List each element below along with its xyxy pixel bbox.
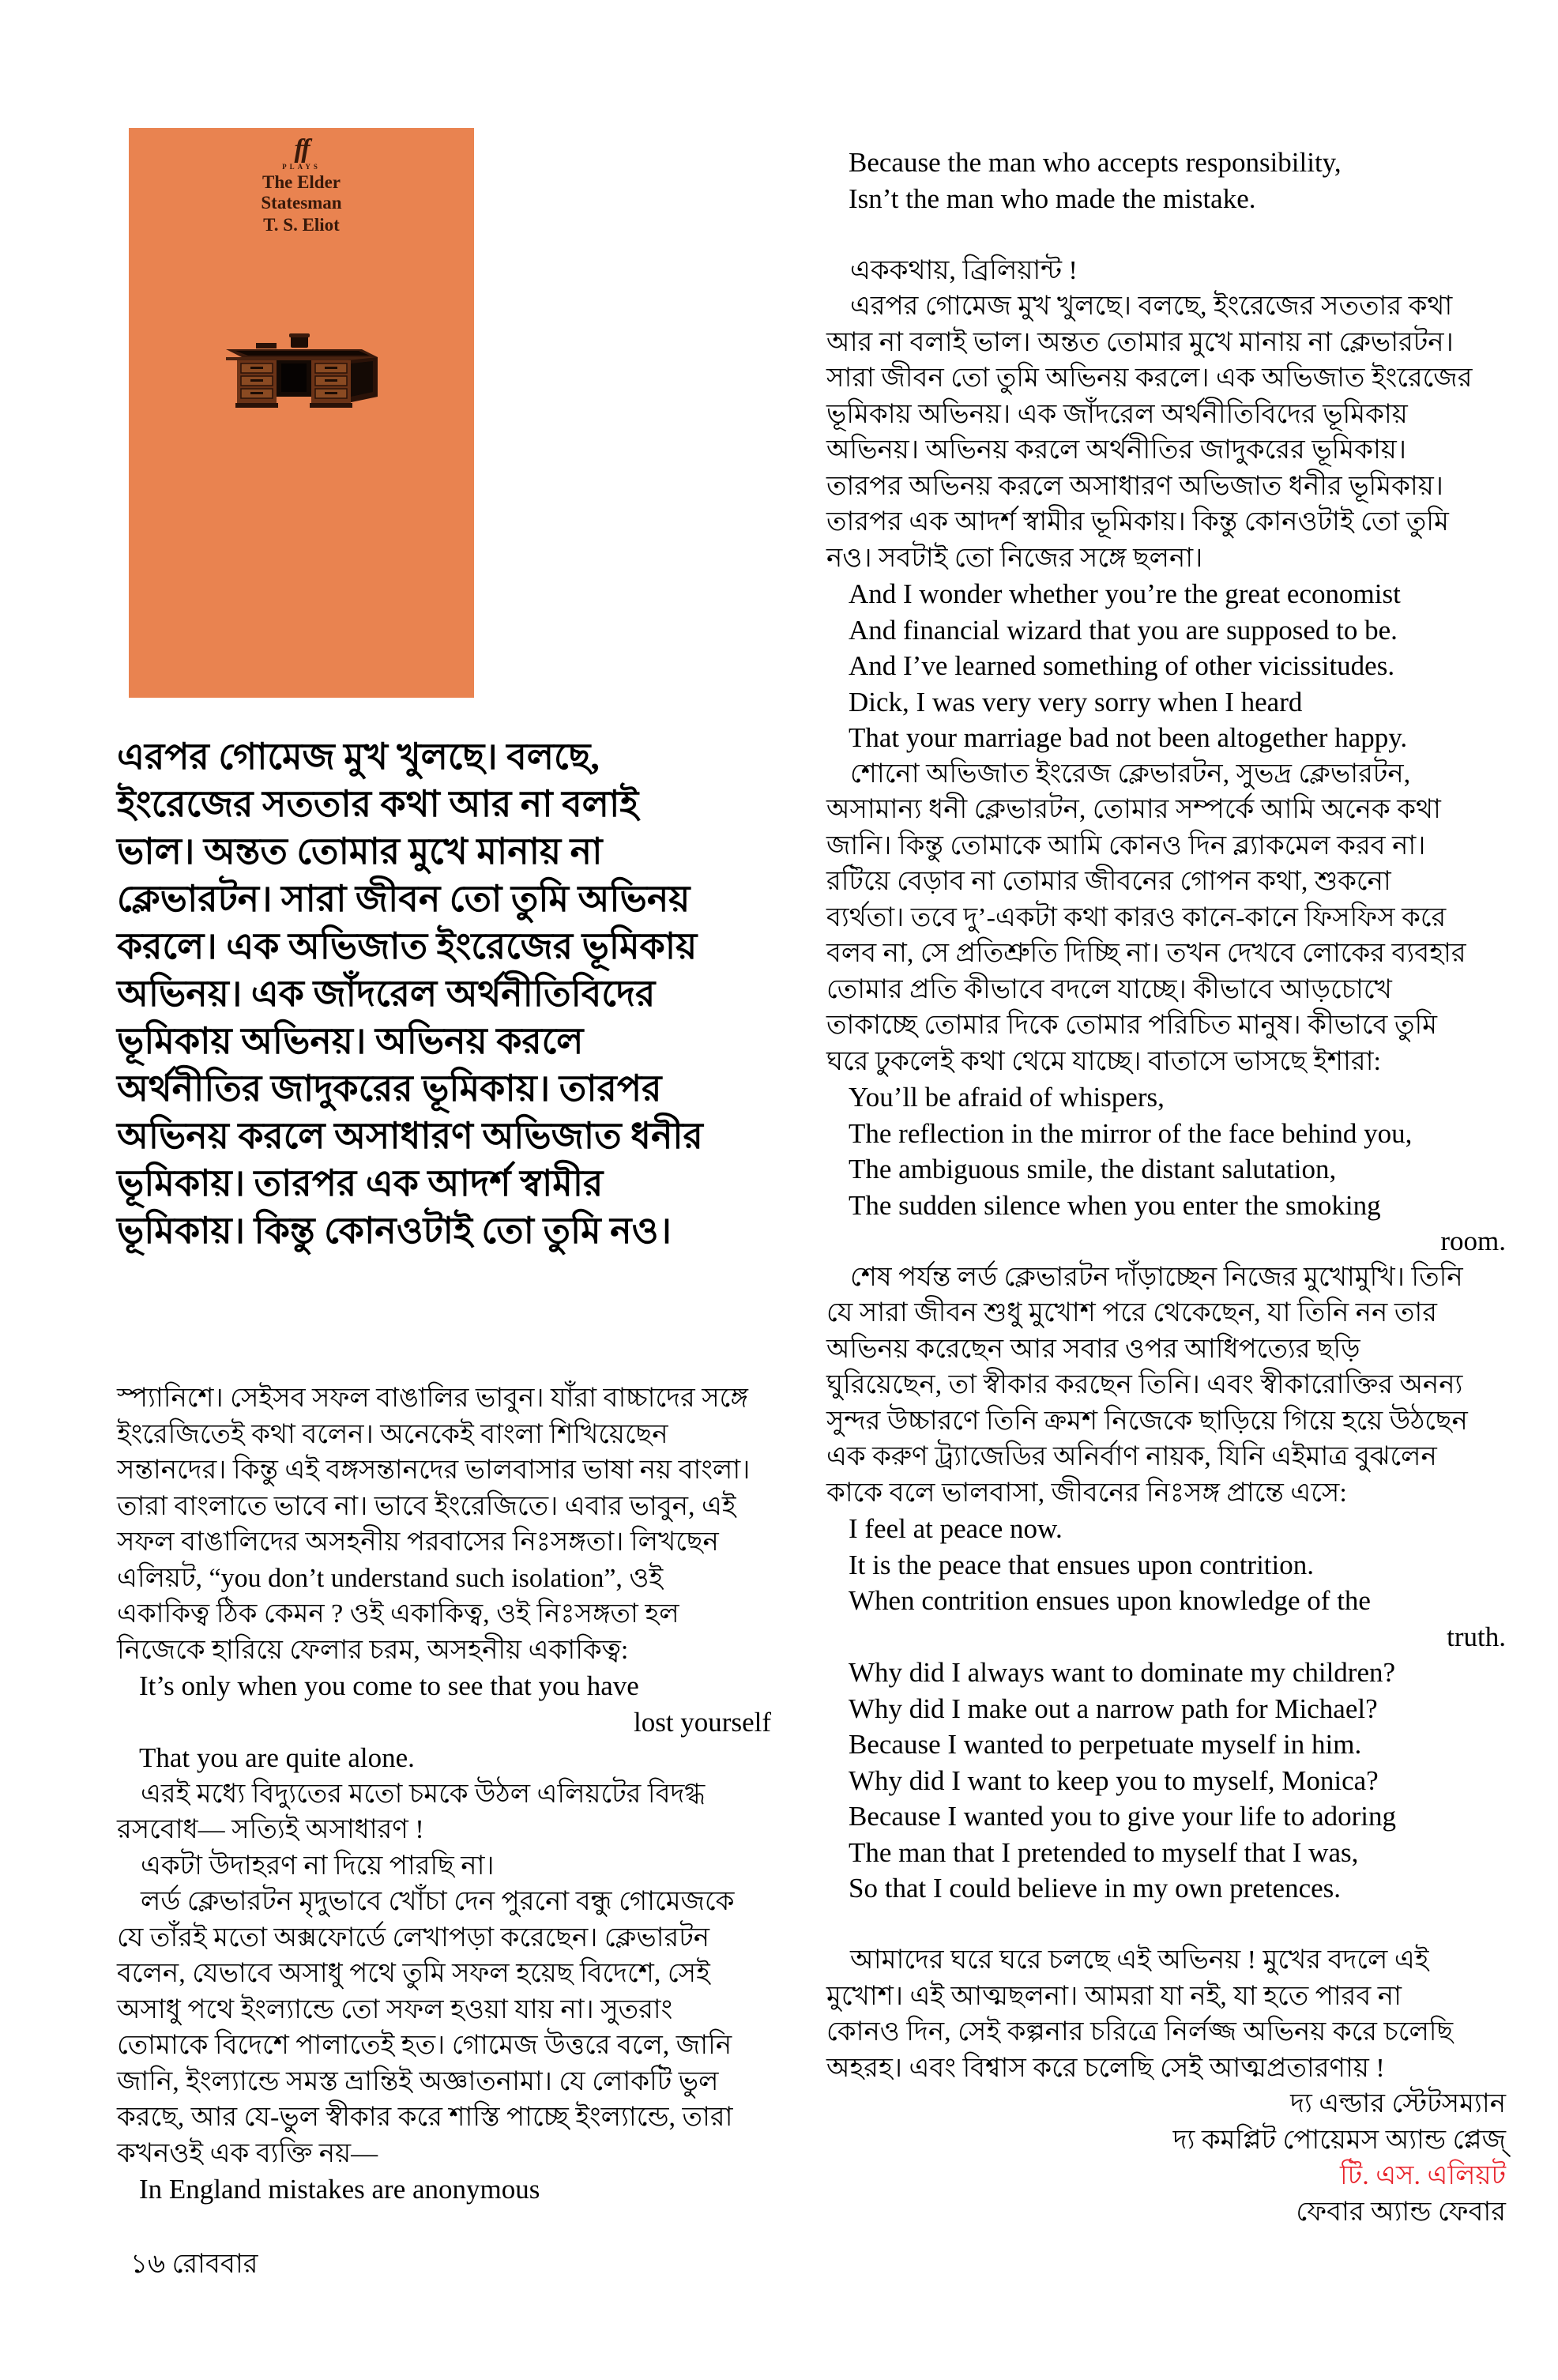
text-line: ইংরেজিতেই কথা বলেন। অনেকেই বাংলা শিখিয়েছেন <box>117 1419 668 1449</box>
text-line: ভূমিকায় অভিনয়। অভিনয় করলে <box>117 1021 584 1061</box>
text-line: Why did I want to keep you to myself, Monica? <box>849 1764 1379 1796</box>
text-line: এরই মধ্যে বিদ্যুতের মতো চমকে উঠল এলিয়টের বিদগ্ধ <box>141 1779 706 1809</box>
text-line: বলেন, যেভাবে অসাধু পথে তুমি সফল হয়েছ বিদেশে, সেই <box>117 1959 710 1988</box>
text-line: And financial wizard that you are supposed to be. <box>849 614 1398 646</box>
text-line: এককথায়, ব্রিলিয়ান্ট ! <box>850 255 1078 285</box>
text-line: room. <box>1440 1226 1506 1256</box>
text-line: Statesman <box>261 193 342 213</box>
text-line: It’s only when you come to see that you have <box>139 1670 639 1701</box>
text-line: শেষ পর্যন্ত লর্ড ক্লেভারটন দাঁড়াচ্ছেন নিজের মুখোমুখি। তিনি <box>850 1262 1463 1292</box>
text-line: When contrition ensues upon knowledge of the <box>849 1585 1371 1616</box>
text-line: অসামান্য ধনী ক্লেভারটন, তোমার সম্পর্কে আমি অনেক কথা <box>826 795 1441 824</box>
text-line: And I wonder whether you’re the great economist <box>849 578 1401 609</box>
article-right-column <box>826 145 1506 2230</box>
text-line: It is the peace that ensues upon contrition. <box>849 1549 1315 1580</box>
text-line: জানি, ইংল্যান্ডে সমস্ত ভ্রান্তিই অজ্ঞাতনামা। যে লোকটি ভুল <box>117 2066 719 2096</box>
text-line: একাকিত্ব ঠিক কেমন ? ওই একাকিত্ব, ওই নিঃসঙ্গতা হল <box>117 1599 679 1629</box>
pull-quote <box>117 733 781 1255</box>
page-footer: ১৬ রোববার <box>130 2250 258 2279</box>
text-line: ফেবার অ্যান্ড ফেবার <box>1296 2197 1506 2227</box>
text-line: কখনওই এক ব্যক্তি নয়— <box>117 2138 378 2168</box>
text-line: কোনও দিন, সেই কল্পনার চরিত্রে নির্লজ্জ অভিনয় করে চলেছি <box>826 2017 1454 2047</box>
text-line: তোমাকে বিদেশে পালাতেই হত। গোমেজ উত্তরে বলে, জানি <box>117 2031 732 2060</box>
text-line: Why did I make out a narrow path for Michael? <box>849 1693 1378 1724</box>
text-line: আর না বলাই ভাল। অন্তত তোমার মুখে মানায় না ক্লেভারটন। <box>826 327 1454 357</box>
text-line: এরপর গোমেজ মুখ খুলছে। বলছে, ইংরেজের সততার কথা <box>850 292 1453 321</box>
text-line: তাকাচ্ছে তোমার দিকে তোমার পরিচিত মানুষ। কীভাবে তুমি <box>826 1011 1438 1040</box>
text-line: জানি। কিন্তু তোমাকে আমি কোনও দিন ব্ল্যাকমেল করব না। <box>826 830 1426 860</box>
text-line: এলিয়ট, “you don’t understand such isolation”, ওই <box>117 1563 664 1593</box>
text-line: নিজেকে হারিয়ে ফেলার চরম, অসহনীয় একাকিত্ব: <box>117 1635 629 1665</box>
text-line: রটিয়ে বেড়াব না তোমার জীবনের গোপন কথা, শুকনো <box>826 867 1391 896</box>
text-line: সফল বাঙালিদের অসহনীয় পরবাসের নিঃসঙ্গতা। লিখছেন <box>117 1527 719 1557</box>
text-line <box>826 217 1506 253</box>
text-line: সুন্দর উচ্চারণে তিনি ক্রমশ নিজেকে ছাড়িয়ে গিয়ে হয়ে উঠছেন <box>826 1406 1468 1436</box>
text-line: ক্লেভারটন। সারা জীবন তো তুমি অভিনয় <box>117 879 691 919</box>
faber-plays-label: PLAYS <box>282 163 321 171</box>
text-line: The man that I pretended to myself that I was, <box>849 1836 1359 1868</box>
text-line: ভূমিকায় অভিনয়। এক জাঁদরেল অর্থনীতিবিদের ভূমিকায় <box>826 399 1408 429</box>
text-line: বলব না, সে প্রতিশ্রুতি দিচ্ছি না। তখন দেখবে লোকের ব্যবহার <box>826 939 1466 968</box>
text-line: And I’ve learned something of other vicissitudes. <box>849 650 1395 681</box>
text-line: ইংরেজের সততার কথা আর না বলাই <box>117 784 639 824</box>
text-line: সারা জীবন তো তুমি অভিনয় করলে। এক অভিজাত ইংরেজের <box>826 363 1473 393</box>
text-line: করলে। এক অভিজাত ইংরেজের ভূমিকায় <box>117 926 698 966</box>
text-line: ভাল। অন্তত তোমার মুখে মানায় না <box>117 831 603 872</box>
text-line: মুখোশ। এই আত্মছলনা। আমরা যা নই, যা হতে পারব না <box>826 1981 1402 2011</box>
text-line: একটা উদাহরণ না দিয়ে পারছি না। <box>141 1851 495 1881</box>
text-line: ভূমিকায়। তারপর এক আদর্শ স্বামীর <box>117 1163 604 1203</box>
text-line: নও। সবটাই তো নিজের সঙ্গে ছলনা। <box>826 543 1203 573</box>
text-line: ভূমিকায়। কিন্তু কোনওটাই তো তুমি নও। <box>117 1211 672 1251</box>
text-line: দ্য কমপ্লিট পোয়েমস অ্যান্ড প্লেজ্ <box>1172 2125 1506 2155</box>
cover-author: T. S. Eliot <box>263 215 340 235</box>
text-line: Isn’t the man who made the mistake. <box>849 183 1256 214</box>
text-line: I feel at peace now. <box>849 1513 1063 1544</box>
text-line: লর্ড ক্লেভারটন মৃদুভাবে খোঁচা দেন পুরনো বন্ধু গোমেজকে <box>141 1887 735 1916</box>
text-line: The Elder <box>262 172 341 192</box>
text-line: In England mistakes are anonymous <box>139 2174 540 2205</box>
text-line: অহরহ। এবং বিশ্বাস করে চলেছি সেই আত্মপ্রতারণায় ! <box>826 2053 1385 2083</box>
text-line: truth. <box>1447 1621 1506 1652</box>
text-line: যে সারা জীবন শুধু মুখোশ পরে থেকেছেন, যা তিনি নন তার <box>826 1298 1437 1327</box>
text-line: Because the man who accepts responsibility, <box>849 147 1342 178</box>
text-line: Because I wanted to perpetuate myself in him. <box>849 1729 1362 1760</box>
text-line: তারপর অভিনয় করলে অসাধারণ অভিজাত ধনীর ভূমিকায়। <box>826 471 1443 501</box>
text-line: অভিনয় করলে অসাধারণ অভিজাত ধনীর <box>117 1116 703 1156</box>
text-line: দ্য এল্ডার স্টেটসম্যান <box>1290 2089 1506 2118</box>
cover-title <box>129 172 474 213</box>
text-line: স্প্যানিশে। সেইসব সফল বাঙালির ভাবুন। যাঁরা বাচ্চাদের সঙ্গে <box>117 1384 748 1413</box>
text-line: এরপর গোমেজ মুখ খুলছে। বলছে, <box>117 736 600 777</box>
text-line: ঘুরিয়েছেন, তা স্বীকার করছেন তিনি। এবং স্বীকারোক্তির অনন্য <box>826 1370 1463 1399</box>
text-line: The reflection in the mirror of the face behind you, <box>849 1117 1413 1149</box>
text-line: অর্থনীতির জাদুকরের ভূমিকায়। তারপর <box>117 1068 662 1109</box>
text-line <box>826 1907 1506 1943</box>
text-line: অভিনয়। এক জাঁদরেল অর্থনীতিবিদের <box>117 973 656 1014</box>
text-line: Why did I always want to dominate my children? <box>849 1657 1396 1688</box>
text-line: তারা বাংলাতে ভাবে না। ভাবে ইংরেজিতে। এবার ভাবুন, এই <box>117 1491 736 1521</box>
text-line: কাকে বলে ভালবাসা, জীবনের নিঃসঙ্গ প্রান্তে এসে: <box>826 1478 1347 1508</box>
text-line: এক করুণ ট্র্যাজেডির অনির্বাণ নায়ক, যিনি এইমাত্র বুঝলেন <box>826 1442 1437 1471</box>
text-line: Because I wanted you to give your life to adoring <box>849 1801 1396 1832</box>
desk-illustration <box>215 330 389 412</box>
text-line: lost yourself <box>633 1706 771 1738</box>
faber-ff-logo: ff <box>294 134 309 164</box>
text-line: You’ll be afraid of whispers, <box>849 1082 1165 1113</box>
text-line: That you are quite alone. <box>139 1742 415 1773</box>
text-line: তোমার প্রতি কীভাবে বদলে যাচ্ছে। কীভাবে আড়চোখে <box>826 974 1392 1004</box>
text-line: The sudden silence when you enter the smoking <box>849 1189 1381 1221</box>
text-line: শোনো অভিজাত ইংরেজ ক্লেভারটন, সুভদ্র ক্লেভারটন, <box>850 759 1411 789</box>
text-line: অসাধু পথে ইংল্যান্ডে তো সফল হওয়া যায় না। সুতরাং <box>117 1994 673 2024</box>
text-line: ব্যর্থতা। তবে দু’-একটা কথা কারও কানে-কানে ফিসফিস করে <box>826 902 1447 932</box>
text-line: যে তাঁরই মতো অক্সফোর্ডে লেখাপড়া করেছেন। ক্লেভারটন <box>117 1922 710 1953</box>
text-line: Dick, I was very very sorry when I heard <box>849 686 1303 717</box>
text-line: So that I could believe in my own pretences. <box>849 1873 1342 1904</box>
text-line: অভিনয় করেছেন আর সবার ওপর আধিপত্যের ছড়ি <box>826 1334 1360 1364</box>
text-line: The ambiguous smile, the distant salutation, <box>849 1154 1337 1184</box>
article-left-column <box>117 1380 771 2208</box>
text-line: রসবোধ— সত্যিই অসাধারণ ! <box>117 1815 424 1844</box>
book-cover <box>129 128 474 698</box>
text-line: তারপর এক আদর্শ স্বামীর ভূমিকায়। কিন্তু কোনওটাই তো তুমি <box>826 507 1449 537</box>
text-line: ঘরে ঢুকলেই কথা থেমে যাচ্ছে। বাতাসে ভাসছে ইশারা: <box>826 1046 1381 1076</box>
text-line: That your marriage bad not been altogether happy. <box>849 722 1408 753</box>
text-line: টি. এস. এলিয়ট <box>1339 2161 1506 2190</box>
text-line: করছে, আর যে-ভুল স্বীকার করে শাস্তি পাচ্ছে ইংল্যান্ডে, তারা <box>117 2103 733 2132</box>
text-line: সন্তানদের। কিন্তু এই বঙ্গসন্তানদের ভালবাসার ভাষা নয় বাংলা। <box>117 1455 751 1485</box>
text-line: আমাদের ঘরে ঘরে চলছে এই অভিনয় ! মুখের বদলে এই <box>850 1945 1429 1975</box>
text-line: অভিনয়। অভিনয় করলে অর্থনীতির জাদুকরের ভূমিকায়। <box>826 435 1406 465</box>
